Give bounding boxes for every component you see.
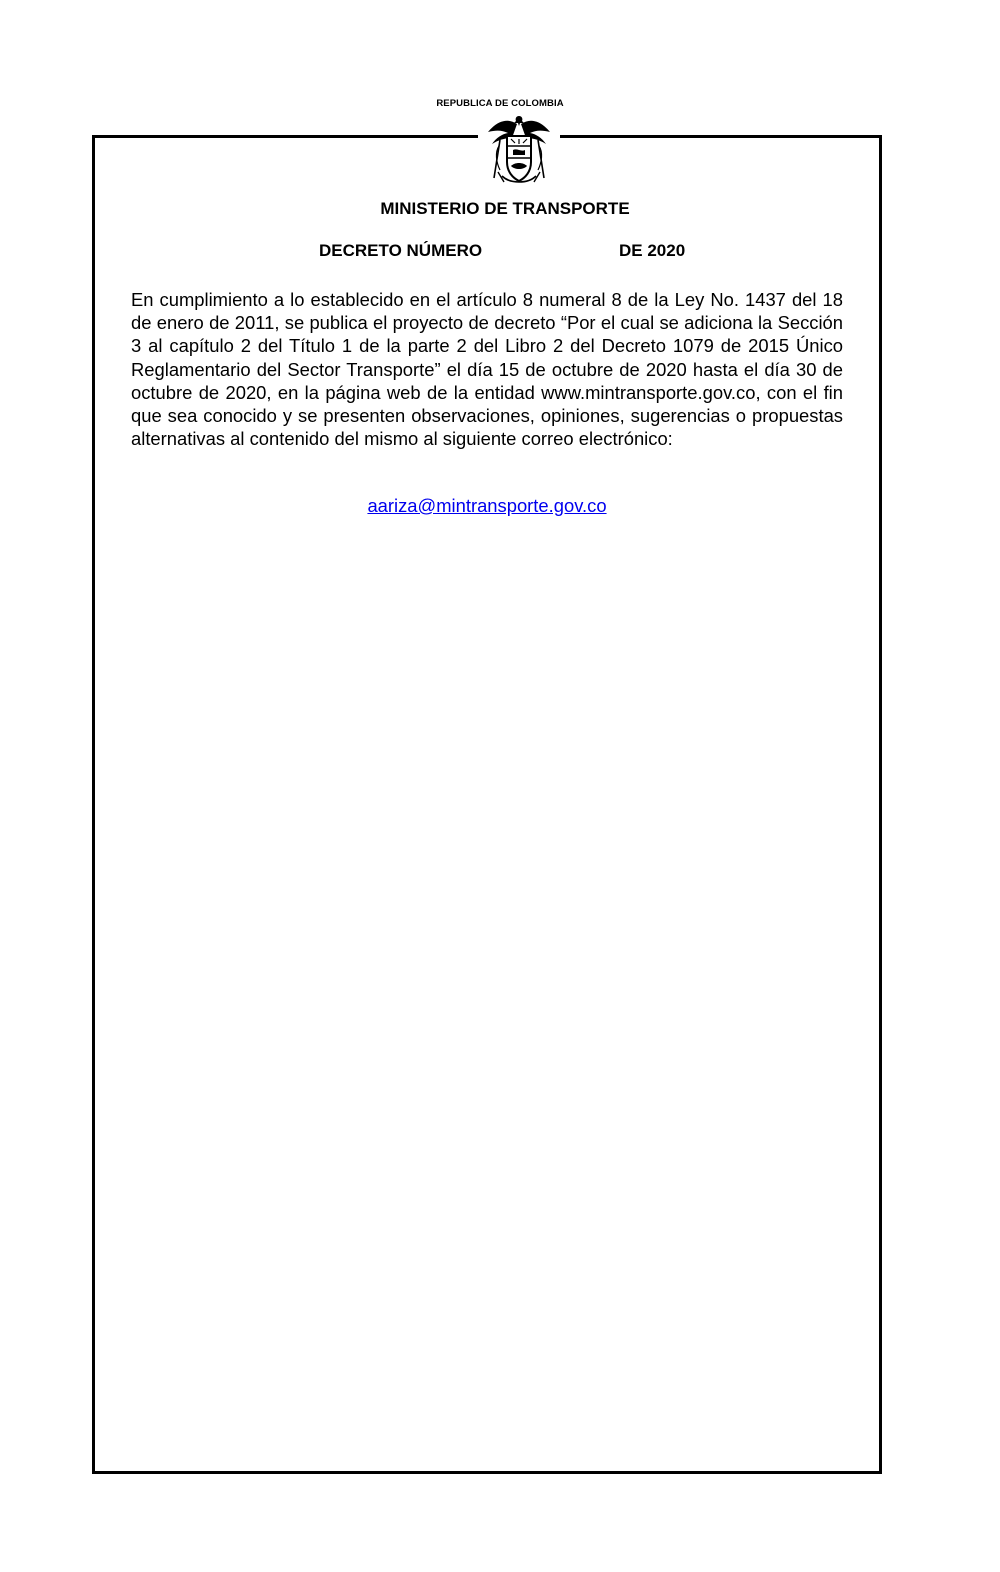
- contact-email-link[interactable]: aariza@mintransporte.gov.co: [367, 495, 607, 516]
- decree-number-line: [319, 241, 686, 261]
- decree-year: DE 2020: [619, 241, 686, 260]
- coat-of-arms-icon: [484, 110, 554, 188]
- ministry-title: MINISTERIO DE TRANSPORTE: [380, 199, 630, 218]
- country-header: REPUBLICA DE COLOMBIA: [436, 98, 564, 109]
- contact-email-line: [0, 495, 974, 517]
- publication-notice: En cumplimiento a lo establecido en el artículo 8 numeral 8 de la Ley No. 1437 del 18 de enero de 2011, se publica el proyecto de decreto “Por el cual se adiciona la Sección 3 al capítulo 2 del Título 1 de la parte 2 del Libro 2 del Decreto 1079 de 2015 Único Reglamentario del Sector Transporte” el día 15 de octubre de 2020 hasta el día 30 de octubre de 2020, en la página web de la entidad www.mintransporte.gov.co, con el fin que sea conocido y se presenten observaciones, opiniones, sugerencias o propuestas alternativas al contenido del mismo al siguiente correo electrónico:: [131, 289, 843, 450]
- decree-number-label: DECRETO NÚMERO: [319, 241, 483, 260]
